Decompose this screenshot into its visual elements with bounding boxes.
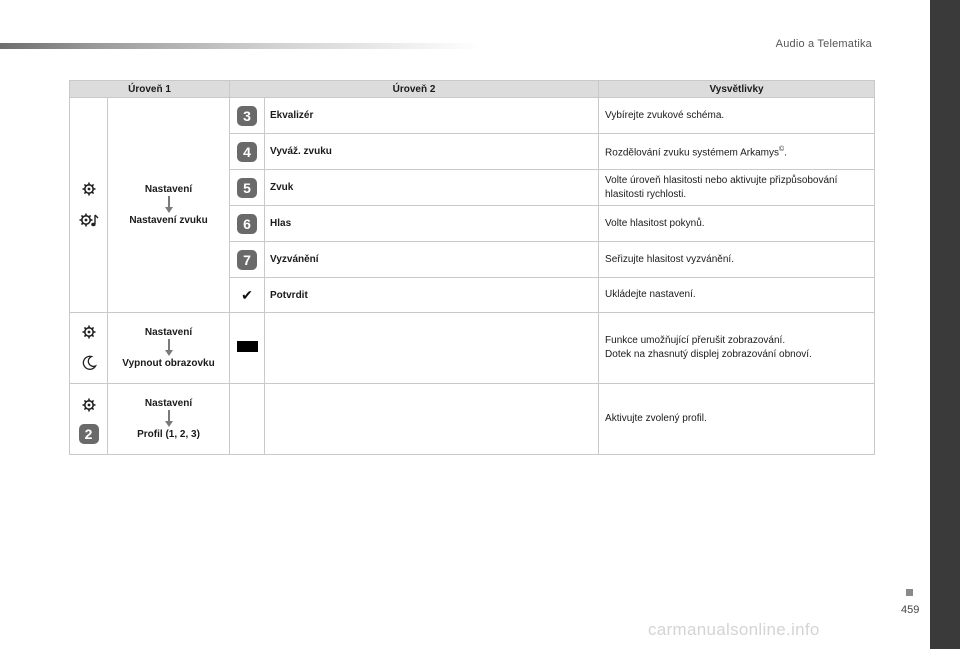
row-description [599, 134, 875, 170]
group1-level1 [108, 98, 230, 313]
screen-off-icon [237, 341, 258, 352]
header-explanation: Vysvětlivky [599, 81, 875, 98]
header-gradient-bar [0, 43, 480, 49]
settings-menu-table [69, 80, 875, 455]
group3-level1 [108, 384, 230, 455]
watermark: carmanualsonline.info [648, 620, 820, 639]
header-level1: Úroveň 1 [70, 81, 230, 98]
level2-label [265, 313, 599, 384]
gear-note-icon [79, 212, 99, 228]
level2-label: Vyzvánění [265, 242, 599, 278]
row-description: Ukládejte nastavení. [599, 278, 875, 313]
arrow-down-icon [164, 410, 174, 428]
table-row [70, 98, 875, 134]
empty-cell [230, 384, 265, 455]
level1-sublabel: Vypnout obrazovku [122, 358, 215, 369]
row-description: Aktivujte zvolený profil. [599, 384, 875, 455]
level1-label: Nastavení [144, 327, 193, 338]
group2-level1 [108, 313, 230, 384]
table-header-row [70, 81, 875, 98]
gear-icon [82, 182, 96, 196]
arrow-down-icon [164, 339, 174, 357]
number-badge: 3 [237, 106, 257, 126]
description-line: Dotek na zhasnutý displej zobrazování obnoví. [605, 349, 812, 360]
page-number: 459 [901, 604, 920, 616]
number-badge: 4 [237, 142, 257, 162]
group2-icons [70, 313, 108, 384]
number-badge: 2 [79, 424, 99, 444]
table-row [70, 313, 875, 384]
gear-icon [82, 325, 96, 339]
moon-icon [81, 355, 97, 371]
group3-icons [70, 384, 108, 455]
copyright-mark: © [778, 145, 785, 153]
checkmark-icon: ✔ [241, 286, 253, 303]
gear-icon [82, 398, 96, 412]
description-text: Rozdělování zvuku systémem Arkamys [605, 147, 779, 159]
row-description: Volte úroveň hlasitosti nebo aktivujte přizpůsobování hlasitosti rychlosti. [599, 170, 875, 206]
level1-label: Nastavení [144, 184, 193, 195]
section-title: Audio a Telematika [775, 38, 872, 50]
row-description [599, 313, 875, 384]
page-marker [906, 589, 913, 596]
side-strip [930, 0, 960, 649]
row-description: Volte hlasitost pokynů. [599, 206, 875, 242]
level2-label: Vyváž. zvuku [265, 134, 599, 170]
description-end: . [784, 147, 787, 159]
row-description: Vybírejte zvukové schéma. [599, 98, 875, 134]
number-badge: 5 [237, 178, 257, 198]
level2-label: Zvuk [265, 170, 599, 206]
table-row [70, 384, 875, 455]
row-description: Seřizujte hlasitost vyzvánění. [599, 242, 875, 278]
header-level2: Úroveň 2 [230, 81, 599, 98]
level2-label: Potvrdit [265, 278, 599, 313]
level1-sublabel: Nastavení zvuku [129, 215, 208, 226]
number-badge: 7 [237, 250, 257, 270]
group1-icons [70, 98, 108, 313]
level2-label: Hlas [265, 206, 599, 242]
level2-label [265, 384, 599, 455]
level1-label: Nastavení [144, 398, 193, 409]
level1-sublabel: Profil (1, 2, 3) [137, 429, 200, 440]
number-badge: 6 [237, 214, 257, 234]
arrow-down-icon [164, 196, 174, 214]
description-line: Funkce umožňující přerušit zobrazování. [605, 335, 786, 346]
level2-label: Ekvalizér [265, 98, 599, 134]
